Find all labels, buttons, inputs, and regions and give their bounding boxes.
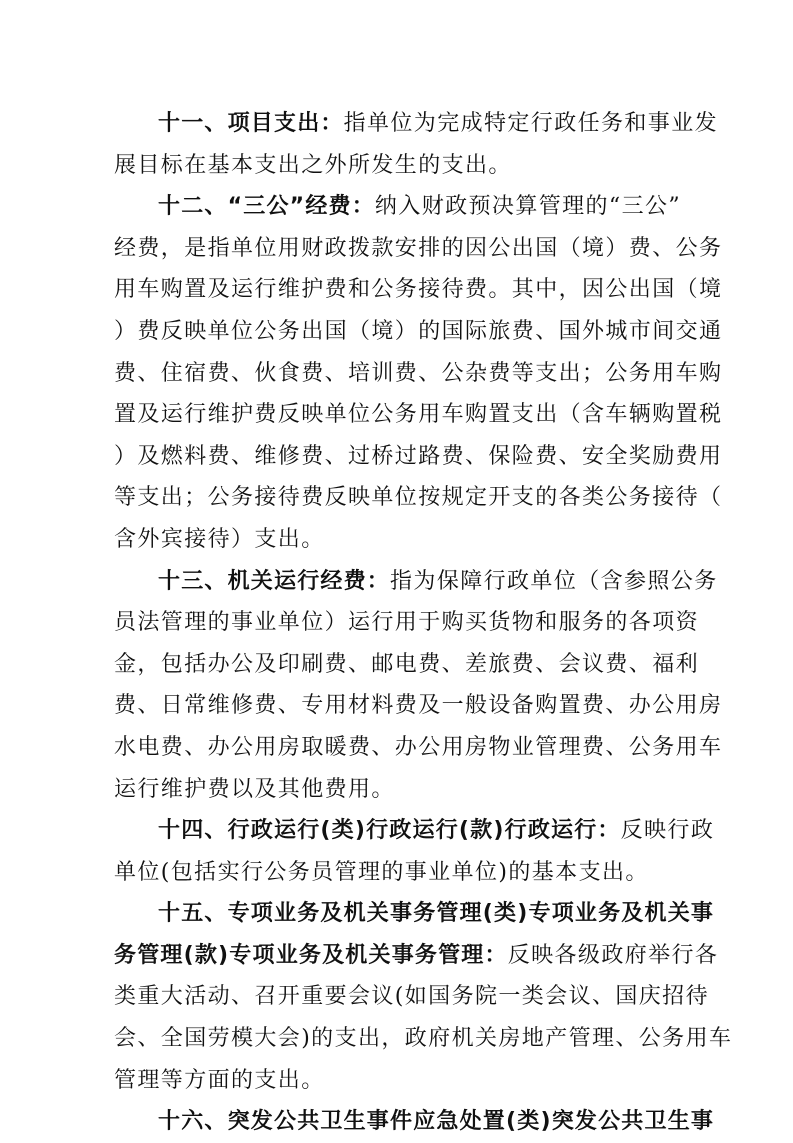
- term-heading: 十六、突发公共卫生事件应急处置(类)突发公共卫生事: [158, 1109, 715, 1135]
- text-line: [114, 186, 682, 228]
- line-text: 指为保障行政单位（含参照公务: [390, 568, 718, 594]
- text-line: [114, 769, 682, 811]
- line-text: 运行维护费以及其他费用。: [114, 776, 395, 802]
- line-text: 单位(包括实行公务员管理的事业单位)的基本支出。: [114, 859, 649, 885]
- paragraph-14: [114, 810, 715, 893]
- text-line: [114, 561, 718, 603]
- text-line: [114, 228, 723, 270]
- text-line: [114, 519, 682, 561]
- term-heading: 十二、“三公”经费：: [158, 194, 375, 220]
- line-text: 反映行政: [620, 818, 715, 844]
- line-text: 反映各级政府举行各: [507, 942, 719, 968]
- text-line: [114, 269, 723, 311]
- line-text: 费、日常维修费、专用材料费及一般设备购置费、办公用房: [114, 693, 723, 719]
- text-line: [114, 477, 723, 519]
- text-line: [114, 685, 723, 727]
- line-text: 置及运行维护费反映单位公务用车购置支出（含车辆购置税: [114, 402, 723, 428]
- paragraph-15: [114, 893, 733, 1101]
- text-line: [114, 1018, 733, 1060]
- line-text: 类重大活动、召开重要会议(如国务院一类会议、国庆招待: [114, 984, 709, 1010]
- line-text: ）费反映单位公务出国（境）的国际旅费、国外城市间交通: [114, 318, 723, 344]
- text-line: [114, 1060, 682, 1102]
- line-text: ）及燃料费、维修费、过桥过路费、保险费、安全奖励费用: [114, 443, 723, 469]
- line-text: 展目标在基本支出之外所发生的支出。: [114, 152, 512, 178]
- text-line: [114, 436, 723, 478]
- text-line: [114, 644, 700, 686]
- text-line: [114, 311, 723, 353]
- line-text: 管理等方面的支出。: [114, 1067, 325, 1093]
- text-line: [114, 1101, 715, 1143]
- text-line: [114, 394, 723, 436]
- line-text: 金，包括办公及印刷费、邮电费、差旅费、会议费、福利: [114, 651, 700, 677]
- term-heading: 务管理(款)专项业务及机关事务管理：: [114, 942, 508, 968]
- line-text: 水电费、办公用房取暖费、办公用房物业管理费、公务用车: [114, 734, 723, 760]
- line-text: 会、全国劳模大会)的支出，政府机关房地产管理、公务用车: [114, 1026, 733, 1052]
- line-text: 费、住宿费、伙食费、培训费、公杂费等支出；公务用车购: [114, 360, 723, 386]
- term-heading: 十三、机关运行经费：: [158, 568, 391, 594]
- text-line: [114, 103, 719, 145]
- term-heading: 十四、行政运行(类)行政运行(款)行政运行：: [158, 818, 621, 844]
- document-page: [114, 103, 733, 1143]
- text-line: [114, 145, 682, 187]
- text-line: [114, 976, 709, 1018]
- text-line: [114, 602, 700, 644]
- line-text: 经费，是指单位用财政拨款安排的因公出国（境）费、公务: [114, 235, 723, 261]
- term-heading: 十五、专项业务及机关事务管理(类)专项业务及机关事: [158, 901, 715, 927]
- term-heading: 十一、项目支出：: [158, 111, 344, 136]
- paragraph-12: [114, 186, 723, 560]
- line-text: 员法管理的事业单位）运行用于购买货物和服务的各项资: [114, 610, 700, 636]
- text-line: [114, 852, 682, 894]
- text-line: [114, 727, 723, 769]
- text-line: [114, 935, 719, 977]
- paragraph-16: [114, 1101, 715, 1143]
- text-line: [114, 810, 715, 852]
- line-text: 含外宾接待）支出。: [114, 526, 325, 552]
- paragraph-13: [114, 561, 723, 811]
- text-line: [114, 893, 715, 935]
- line-text: 指单位为完成特定行政任务和事业发: [343, 111, 719, 136]
- text-line: [114, 353, 723, 395]
- line-text: 等支出；公务接待费反映单位按规定开支的各类公务接待（: [114, 485, 723, 511]
- paragraph-11: [114, 103, 719, 186]
- line-text: 用车购置及运行维护费和公务接待费。其中，因公出国（境: [114, 277, 723, 303]
- line-text: 纳入财政预决算管理的“三公”: [374, 194, 682, 220]
